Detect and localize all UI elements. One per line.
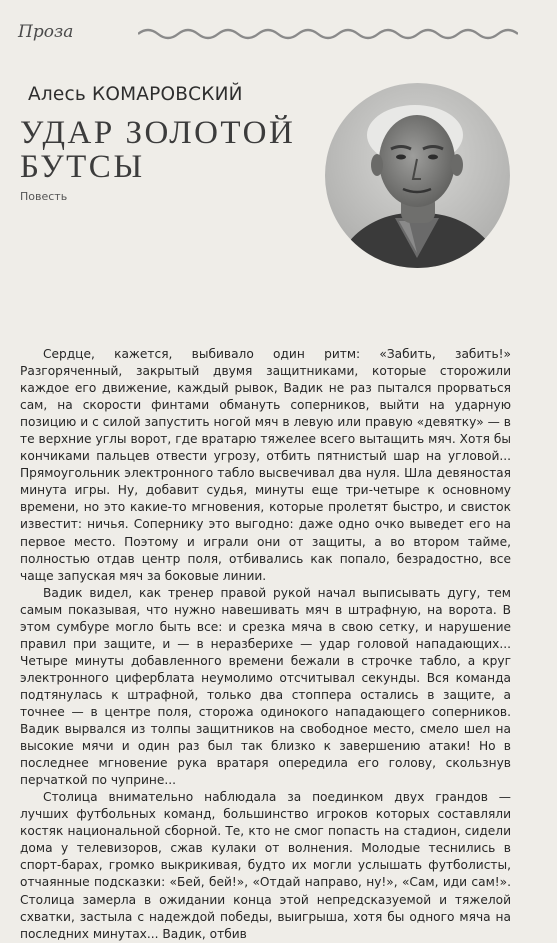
paragraph: Столица внимательно наблюдала за поединком двух грандов — лучших футбольных команд, большинство игроков которых составляли костяк национальной сборной. Те, кто не смог попасть на стадион, сидели дома у телевизоров, сжав кулаки от волнения. Молодые теснились в спорт-барах, громко выкрикивая, будто их могли услышать футболисты, отчаянные подсказки: «Бей, бей!», «Отдай направо, ну!», «Сам, иди сам!». Столица замерла в ожидании конца этой непредсказуемой и тяжелой схватки, застыла с надеждой победы, выигрыша, хотя бы одного мяча на последних минутах... Вадик, отбив — [20, 790, 511, 941]
author-name: Алесь КОМАРОВСКИЙ — [28, 84, 243, 105]
author-portrait — [325, 83, 510, 268]
article-body — [20, 346, 511, 943]
title-line: УДАР ЗОЛОТОЙ — [20, 115, 296, 151]
paragraph: Вадик видел, как тренер правой рукой начал выписывать дугу, тем самым показывая, что нужно навешивать мяч в штрафную, на ворота. В этом сумбуре могло быть все: и срезка мяча в свою сетку, и нарушение правил при защите, и — в неразберихе — удар головой нападающих... Четыре минуты добавленного времени бежали в строчке табло, а круг электронного циферблата неумолимо отсчитывал секунды. Вся команда подтянулась к штрафной, только два стоппера остались в защите, а точнее — в центре поля, сторожа одинокого нападающего соперников. Вадик вырвался из толпы защитников на свободное место, смело шел на высокие мячи и один раз был так близко к завершению атаки! Но в последнее мгновение рука вратаря опередила его голову, скользнув перчаткой по чуприне... — [20, 585, 511, 788]
title-line: БУТСЫ — [20, 149, 145, 185]
author-portrait-icon — [325, 83, 510, 268]
wave-ornament-icon — [138, 24, 518, 44]
paragraph: Сердце, кажется, выбивало один ритм: «Забить, забить!» Разгоряченный, закрытый двумя защитниками, которые сторожили каждое его движение, каждый рывок, Вадик не раз пытался прорваться сам, на скорости финтами обмануть соперников, выйти на ударную позицию и с силой запустить ногой мяч в левую или правую «девятку» — в те верхние углы ворот, где вратарю тяжелее всего вытащить мяч. Хотя бы кончиками пальцев отвести угрозу, отбить пятнистый шар на угловой... Прямоугольник электронного табло высвечивал два нуля. Шла девяностая минута игры. Ну, добавит судья, минуты еще три-четыре к основному времени, но это какие-то мгновения, которые пролетят быстро, и свисток известит: ничья. Сопернику это выгодно: даже одно очко выведет его на первое место. Поэтому и играли они от защиты, а во втором тайме, полностью отдав центр поля, отбивались как попало, безрадостно, все чаще запуская мяч за боковые линии. — [20, 347, 511, 583]
section-label: Проза — [18, 22, 74, 42]
genre-label: Повесть — [20, 190, 68, 203]
article-title — [20, 116, 320, 184]
